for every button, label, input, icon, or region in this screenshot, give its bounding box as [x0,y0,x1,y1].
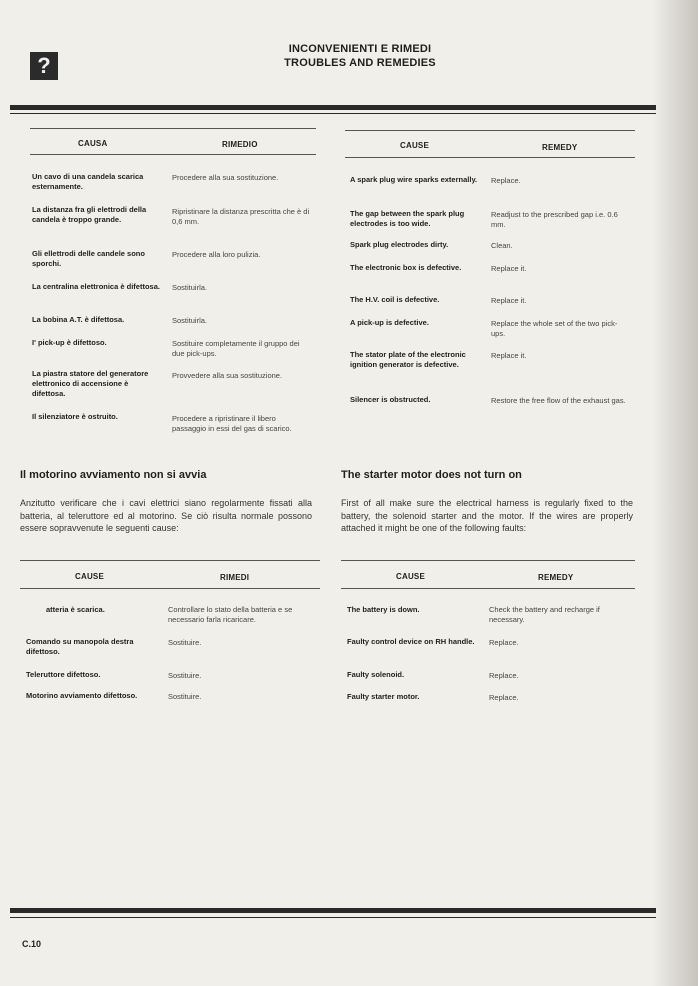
table-cell-cause: A pick-up is defective. [350,318,429,327]
table-rule [20,560,320,561]
table-cell-remedy: Replace it. [491,296,527,305]
table-cell-remedy: Sostituirla. [172,283,208,292]
table-header: REMEDY [542,143,578,152]
title-italian: INCONVENIENTI E RIMEDI [288,43,432,55]
table-cell-remedy: Procedere alla sua sostituzione. [172,173,279,182]
table-cell-cause: Gli ellettrodi delle candele sono sporchi. [32,249,145,268]
table-header: CAUSE [75,572,105,581]
table-header: CAUSE [400,141,430,150]
table-cell-remedy: Replace. [491,176,521,185]
page-title [200,42,520,70]
bottom-rule-thin [10,917,656,918]
title-english: TROUBLES AND REMEDIES [284,57,436,69]
top-rule [10,105,656,110]
table-cell-remedy: Replace the whole set of the two pick-ups. [491,319,618,338]
table-cell-remedy: Ripristinare la distanza prescritta che è di 0,6 mm. [172,207,310,226]
table-cell-cause: The electronic box is defective. [350,263,462,272]
table-cell-remedy: Check the battery and recharge if necessary. [489,605,600,624]
bottom-rule [10,908,656,913]
table-cell-cause: Comando su manopola destra difettoso. [26,637,134,656]
table-cell-remedy: Sostituire. [168,638,202,647]
table-cell-remedy: Replace it. [491,351,527,360]
table-cell-remedy: Procedere a ripristinare il libero passaggio in essi del gas di scarico. [172,414,292,433]
table-rule [30,128,316,129]
table-cell-remedy: Replace. [489,693,519,702]
page-edge-shadow [652,0,698,986]
table-cell-remedy: Readjust to the prescribed gap i.e. 0.6 mm. [491,210,618,229]
table-cell-cause: Faulty control device on RH handle. [347,637,475,646]
table-cell-cause: A spark plug wire sparks externally. [350,175,478,184]
table-cell-cause: La bobina A.T. è difettosa. [32,315,125,324]
table-cell-cause: The battery is down. [347,605,420,614]
table-cell-cause: La piastra statore del generatore elettronico di accensione è difettosa. [32,369,149,398]
page-number: C.10 [22,939,42,949]
section-text-italian: Anzitutto verificare che i cavi elettrici siano regolarmente fissati alla batteria, al teleruttore ed al motorino. Se ciò risulta normale possono essere sopravvenute le seguenti cause: [20,498,312,533]
table-cell-cause: Faulty starter motor. [347,692,420,701]
table-cell-cause: Teleruttore difettoso. [26,670,101,679]
table-cell-remedy: Replace. [489,638,519,647]
table-cell-cause: Motorino avviamento difettoso. [26,691,138,700]
table-header: RIMEDI [220,573,250,582]
table-cell-remedy: Sostituire completamente il gruppo dei due pick-ups. [172,339,300,358]
table-cell-remedy: Clean. [491,241,513,250]
table-cell-remedy: Sostituire. [168,671,202,680]
table-header: REMEDY [538,573,574,582]
table-cell-cause: Spark plug electrodes dirty. [350,240,449,249]
table-rule [20,588,320,589]
table-rule [341,560,635,561]
table-cell-remedy: Restore the free flow of the exhaust gas. [491,396,626,405]
table-cell-remedy: Sostituirla. [172,316,208,325]
table-cell-remedy: Replace. [489,671,519,680]
table-cell-cause: La distanza fra gli elettrodi della candela è troppo grande. [32,205,147,224]
table-cell-cause: The H.V. coil is defective. [350,295,440,304]
top-rule-thin [10,113,656,114]
table-cell-remedy: Controllare lo stato della batteria e se necessario farla ricaricare. [168,605,293,624]
table-cell-cause: Un cavo di una candela scarica esternamente. [32,172,144,191]
table-header: CAUSE [396,572,426,581]
table-cell-cause: The stator plate of the electronic ignition generator is defective. [350,350,466,369]
table-rule [30,154,316,155]
section-title-english: The starter motor does not turn on [341,469,522,481]
table-cell-cause: Silencer is obstructed. [350,395,431,404]
table-cell-remedy: Replace it. [491,264,527,273]
section-text-english: First of all make sure the electrical harness is regularly fixed to the battery, the solenoid starter and the motor. If the wires are properly attached it might be one of the following faults: [341,498,633,533]
question-mark-icon: ? [30,52,58,80]
table-header: CAUSA [78,139,108,148]
table-cell-cause: La centralina elettronica è difettosa. [32,282,160,291]
section-title-italian: Il motorino avviamento non si avvia [20,469,207,481]
table-cell-cause: Il silenziatore è ostruito. [32,412,118,421]
table-cell-remedy: Sostituire. [168,692,202,701]
table-cell-remedy: Procedere alla loro pulizia. [172,250,261,259]
table-cell-cause: The gap between the spark plug electrodes is too wide. [350,209,465,228]
table-rule [345,157,635,158]
table-cell-cause: I' pick-up è difettoso. [32,338,107,347]
table-rule [345,130,635,131]
table-rule [341,588,635,589]
table-cell-cause: atteria è scarica. [46,605,105,614]
table-cell-remedy: Provvedere alla sua sostituzione. [172,371,283,380]
table-header: RIMEDIO [222,140,258,149]
table-cell-cause: Faulty solenoid. [347,670,405,679]
